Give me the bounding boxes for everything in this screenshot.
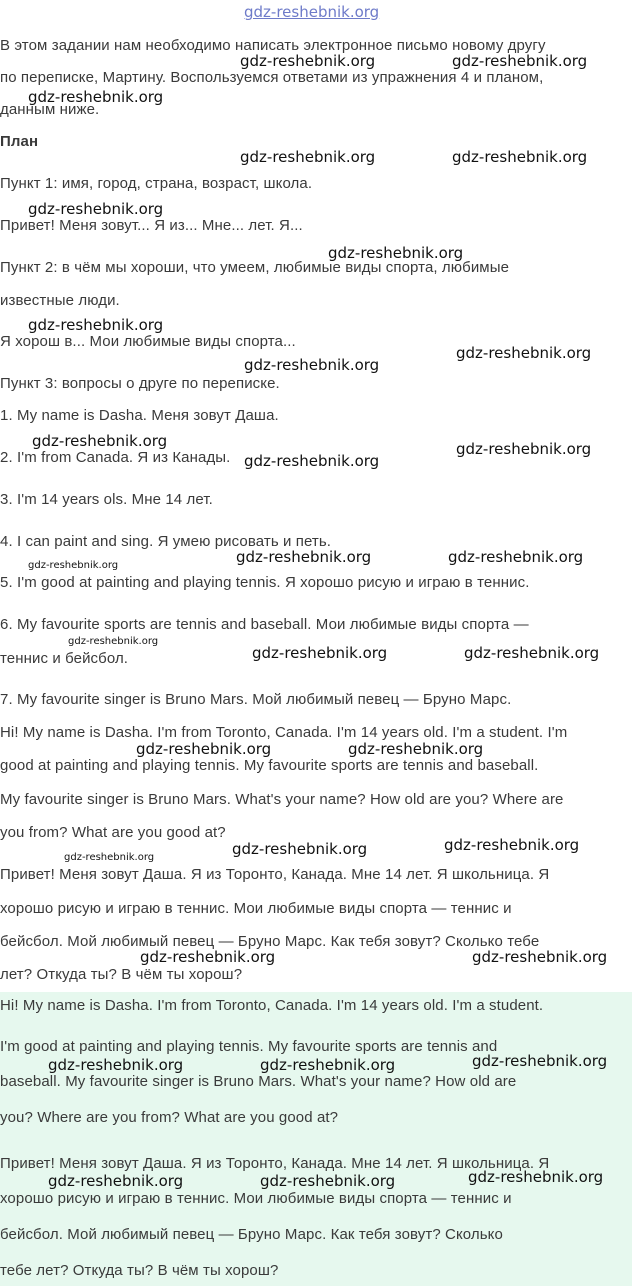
watermark: gdz-reshebnik.org	[28, 88, 164, 106]
final-ru-line: Привет! Меня зовут Даша. Я из Торонто, Канада. Мне 14 лет. Я школьница. Я	[0, 1155, 550, 1172]
answer-line: 3. I'm 14 years ols. Мне 14 лет.	[0, 491, 213, 508]
answer-line: 6. My favourite sports are tennis and baseball. Мои любимые виды спорта —	[0, 616, 529, 633]
watermark: gdz-reshebnik.org	[448, 548, 584, 566]
watermark: gdz-reshebnik.org	[28, 560, 119, 571]
watermark: gdz-reshebnik.org	[28, 200, 164, 218]
plan-heading: План	[0, 133, 39, 150]
watermark: gdz-reshebnik.org	[456, 440, 592, 458]
watermark: gdz-reshebnik.org	[348, 740, 484, 758]
watermark: gdz-reshebnik.org	[244, 356, 380, 374]
final-ru-line: бейсбол. Мой любимый певец — Бруно Марс. Как тебя зовут? Сколько	[0, 1226, 503, 1243]
plan-point-3: Пункт 3: вопросы о друге по переписке.	[0, 375, 280, 392]
letter-ru-line: хорошо рисую и играю в теннис. Мои любимые виды спорта — теннис и	[0, 900, 512, 917]
answer-line: 7. My favourite singer is Bruno Mars. Мой любимый певец — Бруно Марс.	[0, 691, 512, 708]
letter-ru-line: Привет! Меня зовут Даша. Я из Торонто, Канада. Мне 14 лет. Я школьница. Я	[0, 866, 550, 883]
watermark: gdz-reshebnik.org	[64, 852, 155, 863]
intro-line: данным ниже.	[0, 101, 100, 118]
plan-point-1-example: Привет! Меня зовут... Я из... Мне... лет. Я...	[0, 217, 303, 234]
watermark: gdz-reshebnik.org	[136, 740, 272, 758]
watermark: gdz-reshebnik.org	[472, 948, 608, 966]
letter-en-line: My favourite singer is Bruno Mars. What's your name? How old are you? Where are	[0, 791, 564, 808]
watermark: gdz-reshebnik.org	[468, 1168, 604, 1186]
watermark: gdz-reshebnik.org	[472, 1052, 608, 1070]
letter-en-line: good at painting and playing tennis. My favourite sports are tennis and baseball.	[0, 757, 539, 774]
watermark: gdz-reshebnik.org	[260, 1172, 396, 1190]
letter-ru-line: лет? Откуда ты? В чём ты хорош?	[0, 966, 243, 983]
watermark: gdz-reshebnik.org	[28, 316, 164, 334]
final-ru-line: хорошо рисую и играю в теннис. Мои любимые виды спорта — теннис и	[0, 1190, 512, 1207]
watermark: gdz-reshebnik.org	[32, 432, 168, 450]
letter-ru-line: бейсбол. Мой любимый певец — Бруно Марс. Как тебя зовут? Сколько тебе	[0, 933, 540, 950]
answer-line: 4. I can paint and sing. Я умею рисовать и петь.	[0, 533, 332, 550]
letter-en-line: you from? What are you good at?	[0, 824, 226, 841]
watermark: gdz-reshebnik.org	[452, 52, 588, 70]
letter-en-line: Hi! My name is Dasha. I'm from Toronto, Canada. I'm 14 years old. I'm a student. I'm	[0, 724, 568, 741]
answer-line: 1. My name is Dasha. Меня зовут Даша.	[0, 407, 279, 424]
site-header-link[interactable]: gdz-reshebnik.org	[244, 3, 380, 21]
final-en-line: I'm good at painting and playing tennis. My favourite sports are tennis and	[0, 1038, 498, 1055]
final-en-line: you? Where are you from? What are you good at?	[0, 1109, 339, 1126]
plan-point-2-example: Я хорош в... Мои любимые виды спорта...	[0, 333, 296, 350]
watermark: gdz-reshebnik.org	[252, 644, 388, 662]
watermark: gdz-reshebnik.org	[260, 1056, 396, 1074]
watermark: gdz-reshebnik.org	[236, 548, 372, 566]
answer-line: теннис и бейсбол.	[0, 650, 129, 667]
watermark: gdz-reshebnik.org	[68, 636, 159, 647]
answer-line: 2. I'm from Canada. Я из Канады.	[0, 449, 231, 466]
watermark: gdz-reshebnik.org	[240, 52, 376, 70]
plan-point-1: Пункт 1: имя, город, страна, возраст, школа.	[0, 175, 313, 192]
watermark: gdz-reshebnik.org	[140, 948, 276, 966]
watermark: gdz-reshebnik.org	[464, 644, 600, 662]
watermark: gdz-reshebnik.org	[328, 244, 464, 262]
plan-point-2: Пункт 2: в чём мы хороши, что умеем, любимые виды спорта, любимые	[0, 259, 510, 276]
intro-line: В этом задании нам необходимо написать электронное письмо новому другу	[0, 37, 546, 54]
final-en-line: Hi! My name is Dasha. I'm from Toronto, Canada. I'm 14 years old. I'm a student.	[0, 997, 544, 1014]
watermark: gdz-reshebnik.org	[244, 452, 380, 470]
final-ru-line: тебе лет? Откуда ты? В чём ты хорош?	[0, 1262, 279, 1279]
watermark: gdz-reshebnik.org	[452, 148, 588, 166]
plan-point-2: известные люди.	[0, 292, 120, 309]
watermark: gdz-reshebnik.org	[232, 840, 368, 858]
watermark: gdz-reshebnik.org	[444, 836, 580, 854]
watermark: gdz-reshebnik.org	[48, 1056, 184, 1074]
final-en-line: baseball. My favourite singer is Bruno Mars. What's your name? How old are	[0, 1073, 517, 1090]
watermark: gdz-reshebnik.org	[48, 1172, 184, 1190]
answer-line: 5. I'm good at painting and playing tennis. Я хорошо рисую и играю в теннис.	[0, 574, 530, 591]
watermark: gdz-reshebnik.org	[456, 344, 592, 362]
intro-line: по переписке, Мартину. Воспользуемся ответами из упражнения 4 и планом,	[0, 69, 544, 86]
watermark: gdz-reshebnik.org	[240, 148, 376, 166]
